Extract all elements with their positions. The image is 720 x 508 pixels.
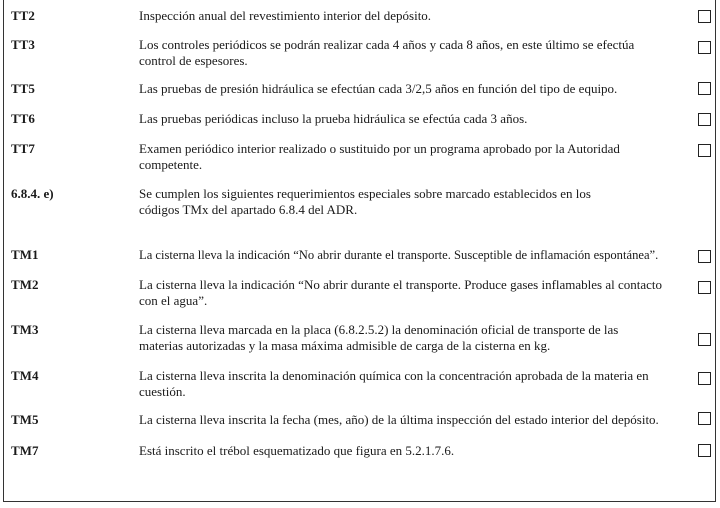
requirement-text: Las pruebas periódicas incluso la prueba hidráulica se efectúa cada 3 años. <box>139 111 528 126</box>
requirement-checkbox[interactable] <box>698 412 711 425</box>
requirement-code: TT7 <box>11 141 35 156</box>
requirement-checkbox[interactable] <box>698 82 711 95</box>
requirement-text: La cisterna lleva marcada en la placa (6.8.2.5.2) la denominación oficial de transporte de las materias autorizadas y la masa máxima admisible de carga de la cisterna en kg. <box>139 322 619 353</box>
requirement-code: 6.8.4. e) <box>11 186 54 201</box>
requirement-checkbox[interactable] <box>698 41 711 54</box>
requirement-text: Las pruebas de presión hidráulica se efectúan cada 3/2,5 años en función del tipo de equipo. <box>139 81 618 96</box>
requirement-text: La cisterna lleva inscrita la fecha (mes, año) de la última inspección del estado interior del depósito. <box>139 412 659 427</box>
requirement-text: Inspección anual del revestimiento interior del depósito. <box>139 8 432 23</box>
requirement-checkbox[interactable] <box>698 113 711 126</box>
requirement-checkbox[interactable] <box>698 372 711 385</box>
requirement-code: TM7 <box>11 443 39 458</box>
requirement-code: TT5 <box>11 81 35 96</box>
requirement-checkbox[interactable] <box>698 333 711 346</box>
requirement-text: La cisterna lleva inscrita la denominación química con la concentración aprobada de la materia en cuestión. <box>139 368 649 399</box>
requirement-code: TM4 <box>11 368 39 383</box>
requirement-code: TT2 <box>11 8 35 23</box>
requirement-text: La cisterna lleva la indicación “No abrir durante el transporte. Susceptible de inflamación espontánea”. <box>139 248 659 262</box>
requirement-checkbox[interactable] <box>698 10 711 23</box>
requirement-code: TM2 <box>11 277 39 292</box>
requirement-code: TT3 <box>11 37 35 52</box>
requirement-text: La cisterna lleva la indicación “No abrir durante el transporte. Produce gases inflamables al contacto con el agua”. <box>139 277 663 308</box>
requirement-text: Examen periódico interior realizado o sustituido por un programa aprobado por la Autoridad competente. <box>139 141 620 172</box>
requirement-text: Está inscrito el trébol esquematizado que figura en 5.2.1.7.6. <box>139 443 455 458</box>
requirement-text: Se cumplen los siguientes requerimientos especiales sobre marcado establecidos en los códigos TMx del apartado 6.8.4 del ADR. <box>139 186 591 217</box>
requirement-checkbox[interactable] <box>698 144 711 157</box>
requirement-code: TM5 <box>11 412 39 427</box>
requirement-checkbox[interactable] <box>698 281 711 294</box>
requirement-checkbox[interactable] <box>698 250 711 263</box>
requirement-code: TT6 <box>11 111 35 126</box>
requirement-text: Los controles periódicos se podrán realizar cada 4 años y cada 8 años, en este último se efectúa control de espesores. <box>139 37 635 68</box>
requirement-code: TM1 <box>11 247 39 262</box>
requirement-checkbox[interactable] <box>698 444 711 457</box>
requirement-code: TM3 <box>11 322 39 337</box>
